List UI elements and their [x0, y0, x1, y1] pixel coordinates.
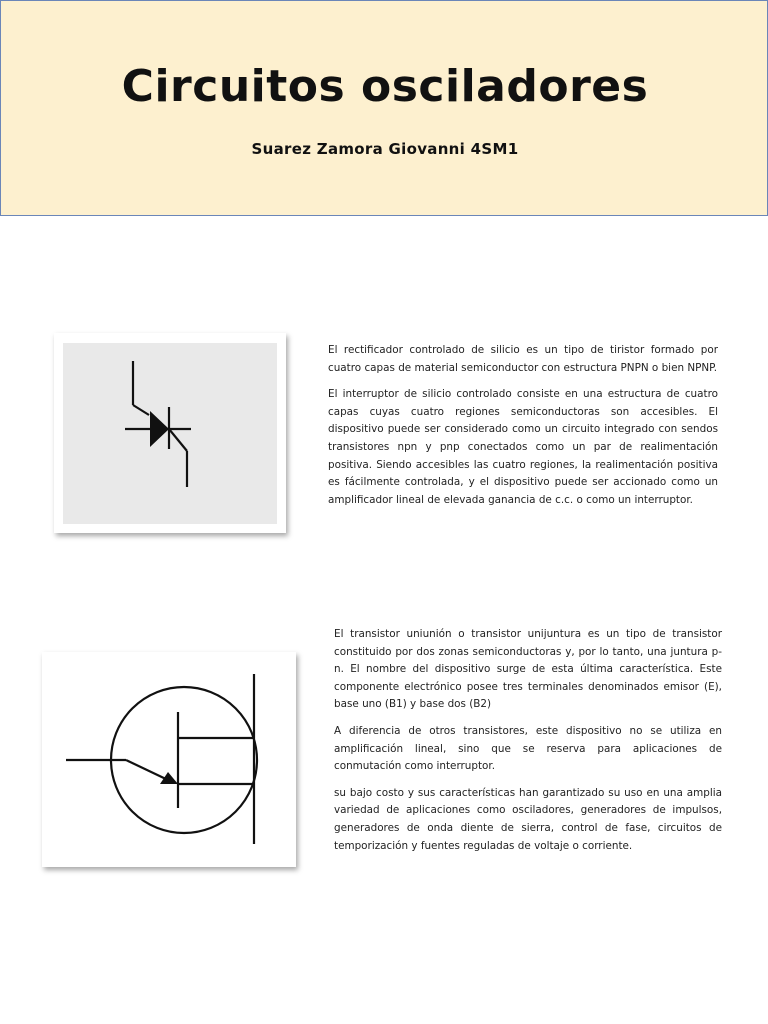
paragraph: A diferencia de otros transistores, este dispositivo no se utiliza en amplificación lineal, sino que se reserva para aplicaciones de conmutación como interruptor. [334, 724, 722, 773]
page-title: Circuitos osciladores [121, 61, 649, 112]
scr-figure-background [63, 343, 277, 524]
ujt-transistor-symbol-icon [42, 652, 296, 867]
scr-thyristor-symbol-icon [63, 343, 277, 524]
author-line: Suarez Zamora Giovanni 4SM1 [251, 140, 519, 158]
title-banner [0, 0, 768, 216]
paragraph: El transistor uniunión o transistor unijuntura es un tipo de transistor constituido por dos zonas semiconductoras y, por lo tanto, una juntura p-n. El nombre del dispositivo surge de esta última característica. Este componente electrónico posee tres terminales denominados emisor (E), base uno (B1) y base dos (B2) [334, 628, 722, 711]
paragraph: El interruptor de silicio controlado consiste en una estructura de cuatro capas cuyas cuatro regiones semiconductoras son accesibles. El dispositivo puede ser considerado como un circuito integrado con sendos transistores npn y pnp conectados como un par de realimentación positiva. Siendo accesibles las cuatro regiones, la realimentación positiva es fácilmente controlada, y el dispositivo puede ser accionado como un amplificador lineal de elevada ganancia de c.c. o como un interruptor. [328, 388, 718, 506]
ujt-description [334, 626, 722, 864]
paragraph: su bajo costo y sus características han garantizado su uso en una amplia variedad de aplicaciones como osciladores, generadores de impulsos, generadores de onda diente de sierra, control de fase, circuitos de temporización y fuentes reguladas de voltaje o corriente. [334, 786, 722, 852]
ujt-figure [42, 652, 296, 867]
paragraph: El rectificador controlado de silicio es un tipo de tiristor formado por cuatro capas de material semiconductor con estructura PNPN o bien NPNP. [328, 344, 718, 374]
scr-figure [54, 333, 286, 533]
scr-description [328, 342, 718, 518]
